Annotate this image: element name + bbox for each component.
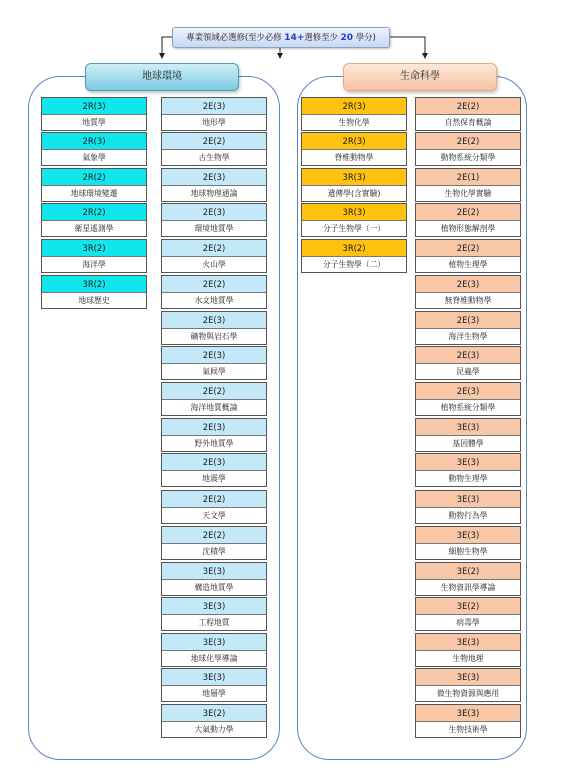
course-name: 衛星遙測學 bbox=[74, 224, 114, 233]
earth-elective-course-card bbox=[161, 239, 267, 273]
course-code: 2E(3) bbox=[162, 312, 266, 329]
course-name: 地質學 bbox=[82, 118, 106, 127]
course-code: 2R(2) bbox=[42, 204, 146, 221]
earth-elective-course-card bbox=[161, 704, 267, 738]
course-name: 沈積學 bbox=[202, 547, 226, 556]
course-code: 3E(3) bbox=[162, 563, 266, 580]
requirement-banner bbox=[172, 27, 390, 48]
course-name: 植物生理學 bbox=[448, 260, 488, 269]
course-name: 野外地質學 bbox=[194, 439, 234, 448]
course-code: 3E(3) bbox=[416, 669, 520, 686]
course-name: 地形學 bbox=[202, 118, 226, 127]
course-code: 2E(2) bbox=[416, 133, 520, 150]
life-section-header: 生命科學 bbox=[343, 63, 497, 91]
course-code: 3R(3) bbox=[302, 169, 406, 186]
course-code: 2E(3) bbox=[416, 383, 520, 400]
course-name: 生物地理 bbox=[452, 654, 484, 663]
earth-required-course-card bbox=[41, 97, 147, 131]
course-code: 3R(3) bbox=[302, 204, 406, 221]
earth-elective-course-card bbox=[161, 562, 267, 596]
course-name: 分子生物學（二） bbox=[322, 260, 386, 269]
course-name: 海洋生物學 bbox=[448, 332, 488, 341]
life-elective-course-card bbox=[415, 453, 521, 487]
earth-elective-course-card bbox=[161, 203, 267, 237]
course-name: 病毒學 bbox=[456, 618, 480, 627]
arrow-right-branch bbox=[388, 37, 425, 56]
course-code: 2E(2) bbox=[416, 98, 520, 115]
earth-required-course-card bbox=[41, 203, 147, 237]
course-code: 3E(3) bbox=[416, 705, 520, 722]
course-code: 3E(3) bbox=[416, 634, 520, 651]
life-elective-course-card bbox=[415, 168, 521, 202]
earth-elective-course-card bbox=[161, 346, 267, 380]
course-name: 地震學 bbox=[202, 474, 226, 483]
course-code: 2E(3) bbox=[162, 169, 266, 186]
course-name: 遺傳學(含實驗) bbox=[327, 189, 381, 198]
course-name: 工程地質 bbox=[198, 618, 230, 627]
course-code: 2E(3) bbox=[162, 454, 266, 471]
course-name: 地球化學導論 bbox=[190, 654, 238, 663]
life-elective-course-card bbox=[415, 633, 521, 667]
life-elective-course-card bbox=[415, 311, 521, 345]
course-name: 生物資訊學導論 bbox=[440, 583, 496, 592]
course-code: 2E(3) bbox=[416, 276, 520, 293]
course-code: 3E(2) bbox=[416, 563, 520, 580]
life-elective-course-card bbox=[415, 132, 521, 166]
course-code: 2E(2) bbox=[162, 133, 266, 150]
course-name: 無脊椎動物學 bbox=[444, 296, 492, 305]
course-code: 2R(3) bbox=[42, 98, 146, 115]
course-code: 3E(2) bbox=[416, 598, 520, 615]
earth-elective-course-card bbox=[161, 490, 267, 524]
earth-required-course-card bbox=[41, 239, 147, 273]
course-code: 2E(3) bbox=[416, 347, 520, 364]
course-code: 3E(3) bbox=[162, 634, 266, 651]
course-name: 生物化學 bbox=[338, 118, 370, 127]
course-name: 生物化學實驗 bbox=[444, 189, 492, 198]
life-required-course-card bbox=[301, 132, 407, 166]
course-name: 古生物學 bbox=[198, 153, 230, 162]
course-code: 2E(2) bbox=[416, 204, 520, 221]
course-name: 天文學 bbox=[202, 511, 226, 520]
earth-elective-course-card bbox=[161, 526, 267, 560]
earth-required-course-card bbox=[41, 168, 147, 202]
course-code: 2E(2) bbox=[162, 276, 266, 293]
banner-prefix: 專業領域必選修(至少必修 bbox=[186, 32, 285, 42]
life-elective-course-card bbox=[415, 382, 521, 416]
course-code: 2R(3) bbox=[42, 133, 146, 150]
course-code: 2E(3) bbox=[162, 204, 266, 221]
banner-elective-credits: 20 bbox=[340, 33, 354, 43]
earth-elective-course-card bbox=[161, 168, 267, 202]
life-elective-course-card bbox=[415, 418, 521, 452]
life-elective-course-card bbox=[415, 704, 521, 738]
life-elective-course-card bbox=[415, 490, 521, 524]
life-elective-course-card bbox=[415, 97, 521, 131]
course-code: 3E(2) bbox=[162, 705, 266, 722]
earth-elective-course-card bbox=[161, 597, 267, 631]
course-name: 植物系統分類學 bbox=[440, 403, 496, 412]
banner-suffix: 學分) bbox=[353, 32, 376, 42]
life-required-course-card bbox=[301, 239, 407, 273]
course-name: 細胞生物學 bbox=[448, 547, 488, 556]
course-name: 環境地質學 bbox=[194, 224, 234, 233]
course-name: 氣候學 bbox=[202, 367, 226, 376]
course-name: 大氣動力學 bbox=[194, 725, 234, 734]
earth-section-header: 地球環境 bbox=[85, 63, 239, 91]
course-code: 2R(3) bbox=[302, 98, 406, 115]
course-name: 分子生物學（一） bbox=[322, 224, 386, 233]
earth-required-course-card bbox=[41, 132, 147, 166]
course-code: 2E(3) bbox=[416, 312, 520, 329]
course-code: 2E(1) bbox=[416, 169, 520, 186]
earth-elective-course-card bbox=[161, 633, 267, 667]
earth-elective-course-card bbox=[161, 275, 267, 309]
banner-mid: 選修至少 bbox=[304, 32, 341, 42]
course-code: 2R(3) bbox=[302, 133, 406, 150]
earth-elective-course-card bbox=[161, 453, 267, 487]
course-name: 微生物資源與應用 bbox=[436, 689, 500, 698]
course-name: 海洋學 bbox=[82, 260, 106, 269]
course-code: 3R(2) bbox=[302, 240, 406, 257]
course-name: 基因體學 bbox=[452, 439, 484, 448]
life-elective-course-card bbox=[415, 203, 521, 237]
course-name: 昆蟲學 bbox=[456, 367, 480, 376]
course-code: 2E(2) bbox=[162, 240, 266, 257]
course-name: 動物行為學 bbox=[448, 511, 488, 520]
course-name: 氣象學 bbox=[82, 153, 106, 162]
life-required-course-card bbox=[301, 97, 407, 131]
earth-elective-course-card bbox=[161, 668, 267, 702]
life-required-course-card bbox=[301, 203, 407, 237]
earth-elective-course-card bbox=[161, 382, 267, 416]
life-required-course-card bbox=[301, 168, 407, 202]
life-elective-course-card bbox=[415, 668, 521, 702]
course-code: 3E(3) bbox=[416, 419, 520, 436]
earth-elective-course-card bbox=[161, 418, 267, 452]
course-name: 地球歷史 bbox=[78, 296, 110, 305]
course-code: 2E(3) bbox=[162, 347, 266, 364]
life-elective-course-card bbox=[415, 526, 521, 560]
course-code: 2E(3) bbox=[162, 419, 266, 436]
life-elective-course-card bbox=[415, 597, 521, 631]
course-name: 火山學 bbox=[202, 260, 226, 269]
earth-elective-course-card bbox=[161, 97, 267, 131]
course-name: 海洋地質概論 bbox=[190, 403, 238, 412]
course-code: 3R(2) bbox=[42, 240, 146, 257]
course-code: 2E(2) bbox=[162, 383, 266, 400]
banner-required-credits: 14+ bbox=[284, 33, 305, 43]
course-name: 礦物與岩石學 bbox=[190, 332, 238, 341]
course-code: 2E(2) bbox=[162, 491, 266, 508]
course-name: 水文地質學 bbox=[194, 296, 234, 305]
course-code: 2E(2) bbox=[162, 527, 266, 544]
course-code: 3R(2) bbox=[42, 276, 146, 293]
course-name: 構造地質學 bbox=[194, 583, 234, 592]
course-name: 動物系統分類學 bbox=[440, 153, 496, 162]
life-elective-course-card bbox=[415, 275, 521, 309]
earth-elective-course-card bbox=[161, 132, 267, 166]
course-name: 植物形態解剖學 bbox=[440, 224, 496, 233]
course-code: 3E(3) bbox=[416, 527, 520, 544]
course-code: 3E(3) bbox=[416, 454, 520, 471]
earth-elective-course-card bbox=[161, 311, 267, 345]
course-name: 自然保育概論 bbox=[444, 118, 492, 127]
course-name: 地球物理通論 bbox=[190, 189, 238, 198]
course-name: 動物生理學 bbox=[448, 474, 488, 483]
course-code: 2R(2) bbox=[42, 169, 146, 186]
life-elective-course-card bbox=[415, 346, 521, 380]
earth-required-course-card bbox=[41, 275, 147, 309]
course-code: 2E(2) bbox=[416, 240, 520, 257]
course-code: 2E(3) bbox=[162, 98, 266, 115]
course-name: 地球環境變遷 bbox=[70, 189, 118, 198]
course-name: 生物技術學 bbox=[448, 725, 488, 734]
life-elective-course-card bbox=[415, 239, 521, 273]
course-name: 脊椎動物學 bbox=[334, 153, 374, 162]
course-name: 地層學 bbox=[202, 689, 226, 698]
course-code: 3E(3) bbox=[162, 669, 266, 686]
course-code: 3E(3) bbox=[416, 491, 520, 508]
course-code: 3E(3) bbox=[162, 598, 266, 615]
life-elective-course-card bbox=[415, 562, 521, 596]
